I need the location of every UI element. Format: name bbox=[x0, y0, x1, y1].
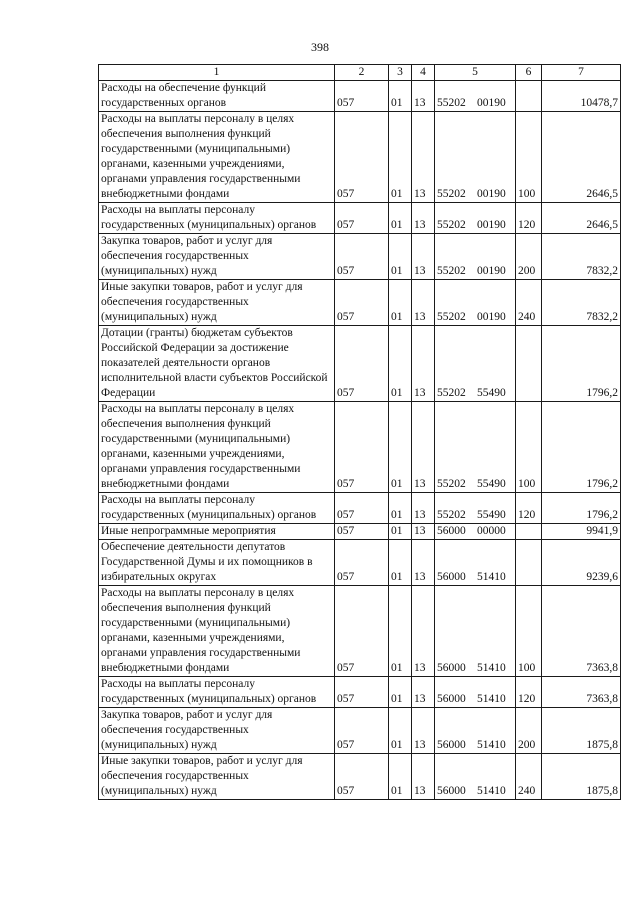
amount-value: 7832,2 bbox=[542, 234, 621, 280]
expense-type-code: 100 bbox=[516, 402, 542, 493]
ministry-code: 057 bbox=[335, 234, 389, 280]
section-code: 01 bbox=[389, 402, 412, 493]
amount-value: 7363,8 bbox=[542, 677, 621, 708]
target-article-code bbox=[435, 540, 516, 586]
target-article-direction: 00190 bbox=[477, 97, 506, 109]
ministry-code: 057 bbox=[335, 493, 389, 524]
expense-type-code bbox=[516, 326, 542, 402]
ministry-code: 057 bbox=[335, 81, 389, 112]
target-article-program: 55202 bbox=[437, 188, 466, 200]
table-row bbox=[99, 524, 621, 540]
target-article-direction: 55490 bbox=[477, 509, 506, 521]
expense-type-code: 240 bbox=[516, 754, 542, 800]
expense-type-code bbox=[516, 81, 542, 112]
target-article-program: 56000 bbox=[437, 785, 466, 797]
amount-value: 9239,6 bbox=[542, 540, 621, 586]
table-row bbox=[99, 540, 621, 586]
expense-type-code: 200 bbox=[516, 708, 542, 754]
target-article-code bbox=[435, 112, 516, 203]
subsection-code: 13 bbox=[412, 677, 435, 708]
target-article-code bbox=[435, 203, 516, 234]
subsection-code: 13 bbox=[412, 540, 435, 586]
target-article-direction: 00190 bbox=[477, 188, 506, 200]
target-article-direction: 55490 bbox=[477, 478, 506, 490]
expense-type-code: 120 bbox=[516, 493, 542, 524]
header-cell-7: 7 bbox=[542, 65, 621, 81]
section-code: 01 bbox=[389, 493, 412, 524]
subsection-code: 13 bbox=[412, 234, 435, 280]
ministry-code: 057 bbox=[335, 326, 389, 402]
header-cell-4: 4 bbox=[412, 65, 435, 81]
ministry-code: 057 bbox=[335, 203, 389, 234]
target-article-code bbox=[435, 754, 516, 800]
subsection-code: 13 bbox=[412, 524, 435, 540]
amount-value: 7832,2 bbox=[542, 280, 621, 326]
target-article-program: 55202 bbox=[437, 219, 466, 231]
expense-description: Обеспечение деятельности депутатов Государственной Думы и их помощников в избирательных округах bbox=[99, 540, 335, 586]
amount-value: 7363,8 bbox=[542, 586, 621, 677]
table-row bbox=[99, 402, 621, 493]
table-header-row bbox=[99, 65, 621, 81]
header-cell-2: 2 bbox=[335, 65, 389, 81]
target-article-direction: 51410 bbox=[477, 693, 506, 705]
expense-type-code: 120 bbox=[516, 203, 542, 234]
target-article-program: 55202 bbox=[437, 478, 466, 490]
target-article-code bbox=[435, 234, 516, 280]
table-body bbox=[99, 65, 621, 800]
section-code: 01 bbox=[389, 524, 412, 540]
amount-value: 10478,7 bbox=[542, 81, 621, 112]
target-article-direction: 51410 bbox=[477, 571, 506, 583]
amount-value: 1875,8 bbox=[542, 754, 621, 800]
target-article-program: 55202 bbox=[437, 97, 466, 109]
expense-description: Закупка товаров, работ и услуг для обеспечения государственных (муниципальных) нужд bbox=[99, 708, 335, 754]
ministry-code: 057 bbox=[335, 280, 389, 326]
target-article-code bbox=[435, 493, 516, 524]
section-code: 01 bbox=[389, 754, 412, 800]
target-article-program: 55202 bbox=[437, 509, 466, 521]
subsection-code: 13 bbox=[412, 708, 435, 754]
expense-description: Расходы на выплаты персоналу в целях обеспечения выполнения функций государственными (муниципальными) органами, казенными учреждениями, органами управления государственными внебюджетными фондами bbox=[99, 402, 335, 493]
table-row bbox=[99, 203, 621, 234]
expense-description: Дотации (гранты) бюджетам субъектов Российской Федерации за достижение показателей деятельности органов исполнительной власти субъектов Российской Федерации bbox=[99, 326, 335, 402]
target-article-code bbox=[435, 708, 516, 754]
amount-value: 1796,2 bbox=[542, 493, 621, 524]
target-article-program: 56000 bbox=[437, 571, 466, 583]
target-article-direction: 51410 bbox=[477, 785, 506, 797]
subsection-code: 13 bbox=[412, 586, 435, 677]
expense-description: Расходы на обеспечение функций государственных органов bbox=[99, 81, 335, 112]
target-article-code bbox=[435, 402, 516, 493]
ministry-code: 057 bbox=[335, 586, 389, 677]
target-article-direction: 00190 bbox=[477, 311, 506, 323]
expense-type-code bbox=[516, 524, 542, 540]
expense-type-code: 120 bbox=[516, 677, 542, 708]
expense-type-code: 100 bbox=[516, 112, 542, 203]
target-article-direction: 51410 bbox=[477, 662, 506, 674]
ministry-code: 057 bbox=[335, 754, 389, 800]
section-code: 01 bbox=[389, 112, 412, 203]
budget-table bbox=[98, 64, 621, 800]
ministry-code: 057 bbox=[335, 524, 389, 540]
table-row bbox=[99, 280, 621, 326]
header-cell-3: 3 bbox=[389, 65, 412, 81]
header-cell-6: 6 bbox=[516, 65, 542, 81]
table-row bbox=[99, 112, 621, 203]
expense-type-code bbox=[516, 540, 542, 586]
section-code: 01 bbox=[389, 280, 412, 326]
expense-description: Расходы на выплаты персоналу государственных (муниципальных) органов bbox=[99, 493, 335, 524]
target-article-program: 55202 bbox=[437, 265, 466, 277]
target-article-program: 55202 bbox=[437, 311, 466, 323]
expense-description: Иные закупки товаров, работ и услуг для обеспечения государственных (муниципальных) нужд bbox=[99, 754, 335, 800]
subsection-code: 13 bbox=[412, 493, 435, 524]
header-cell-5: 5 bbox=[435, 65, 516, 81]
expense-type-code: 240 bbox=[516, 280, 542, 326]
subsection-code: 13 bbox=[412, 402, 435, 493]
target-article-code bbox=[435, 677, 516, 708]
amount-value: 1875,8 bbox=[542, 708, 621, 754]
target-article-program: 56000 bbox=[437, 739, 466, 751]
target-article-program: 55202 bbox=[437, 387, 466, 399]
page-number: 398 bbox=[311, 40, 329, 54]
table-row bbox=[99, 326, 621, 402]
expense-type-code: 100 bbox=[516, 586, 542, 677]
target-article-code bbox=[435, 524, 516, 540]
target-article-direction: 51410 bbox=[477, 739, 506, 751]
target-article-program: 56000 bbox=[437, 693, 466, 705]
expense-description: Иные непрограммные мероприятия bbox=[99, 524, 335, 540]
target-article-direction: 00190 bbox=[477, 265, 506, 277]
table-row bbox=[99, 586, 621, 677]
section-code: 01 bbox=[389, 540, 412, 586]
target-article-program: 56000 bbox=[437, 662, 466, 674]
subsection-code: 13 bbox=[412, 280, 435, 326]
target-article-code bbox=[435, 81, 516, 112]
expense-description: Расходы на выплаты персоналу государственных (муниципальных) органов bbox=[99, 677, 335, 708]
section-code: 01 bbox=[389, 234, 412, 280]
target-article-direction: 00000 bbox=[477, 525, 506, 537]
section-code: 01 bbox=[389, 203, 412, 234]
table-row bbox=[99, 234, 621, 280]
table-row bbox=[99, 708, 621, 754]
target-article-code bbox=[435, 326, 516, 402]
ministry-code: 057 bbox=[335, 112, 389, 203]
amount-value: 9941,9 bbox=[542, 524, 621, 540]
ministry-code: 057 bbox=[335, 540, 389, 586]
section-code: 01 bbox=[389, 677, 412, 708]
expense-description: Расходы на выплаты персоналу государственных (муниципальных) органов bbox=[99, 203, 335, 234]
section-code: 01 bbox=[389, 708, 412, 754]
expense-type-code: 200 bbox=[516, 234, 542, 280]
subsection-code: 13 bbox=[412, 203, 435, 234]
target-article-direction: 00190 bbox=[477, 219, 506, 231]
section-code: 01 bbox=[389, 326, 412, 402]
ministry-code: 057 bbox=[335, 402, 389, 493]
target-article-code bbox=[435, 586, 516, 677]
section-code: 01 bbox=[389, 81, 412, 112]
expense-description: Расходы на выплаты персоналу в целях обеспечения выполнения функций государственными (муниципальными) органами, казенными учреждениями, органами управления государственными внебюджетными фондами bbox=[99, 112, 335, 203]
expense-description: Расходы на выплаты персоналу в целях обеспечения выполнения функций государственными (муниципальными) органами, казенными учреждениями, органами управления государственными внебюджетными фондами bbox=[99, 586, 335, 677]
table-row bbox=[99, 754, 621, 800]
subsection-code: 13 bbox=[412, 112, 435, 203]
target-article-direction: 55490 bbox=[477, 387, 506, 399]
expense-description: Закупка товаров, работ и услуг для обеспечения государственных (муниципальных) нужд bbox=[99, 234, 335, 280]
ministry-code: 057 bbox=[335, 677, 389, 708]
target-article-program: 56000 bbox=[437, 525, 466, 537]
table-row bbox=[99, 677, 621, 708]
target-article-code bbox=[435, 280, 516, 326]
amount-value: 2646,5 bbox=[542, 112, 621, 203]
table-row bbox=[99, 81, 621, 112]
amount-value: 1796,2 bbox=[542, 402, 621, 493]
header-cell-1: 1 bbox=[99, 65, 335, 81]
amount-value: 2646,5 bbox=[542, 203, 621, 234]
ministry-code: 057 bbox=[335, 708, 389, 754]
amount-value: 1796,2 bbox=[542, 326, 621, 402]
subsection-code: 13 bbox=[412, 326, 435, 402]
table-row bbox=[99, 493, 621, 524]
expense-description: Иные закупки товаров, работ и услуг для обеспечения государственных (муниципальных) нужд bbox=[99, 280, 335, 326]
subsection-code: 13 bbox=[412, 754, 435, 800]
subsection-code: 13 bbox=[412, 81, 435, 112]
section-code: 01 bbox=[389, 586, 412, 677]
